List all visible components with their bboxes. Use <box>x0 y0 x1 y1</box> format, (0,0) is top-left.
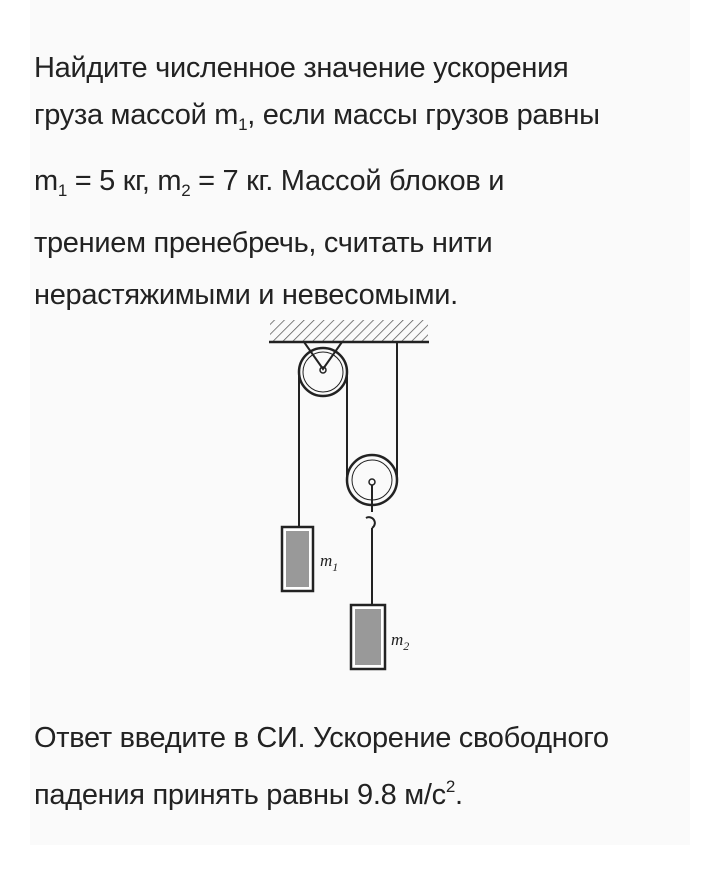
mass-m1 <box>282 527 313 591</box>
problem-line-5: нерастяжимыми и невесомыми. <box>34 279 458 311</box>
problem-line-2: груза массой $m_1$, если массы грузов равны <box>34 99 600 134</box>
label-m1: $m_1$ <box>320 551 339 574</box>
mass-m2 <box>351 605 385 669</box>
answer-line-2: падения принять равны 9.8 $м/с^2$. <box>34 777 463 811</box>
ceiling-hatch <box>270 320 428 341</box>
movable-pulley <box>347 455 397 528</box>
fixed-pulley <box>299 342 347 396</box>
label-m2: $m_2$ <box>391 630 410 653</box>
problem-line-1: Найдите численное значение ускорения <box>34 52 569 84</box>
problem-line-3: $m_1 = 5$ кг, $m_2 = 7$ кг. Массой блоков и <box>34 165 505 200</box>
problem-line-4: трением пренебречь, считать нити <box>34 227 493 259</box>
answer-line-1: Ответ введите в СИ. Ускорение свободного <box>34 722 609 754</box>
